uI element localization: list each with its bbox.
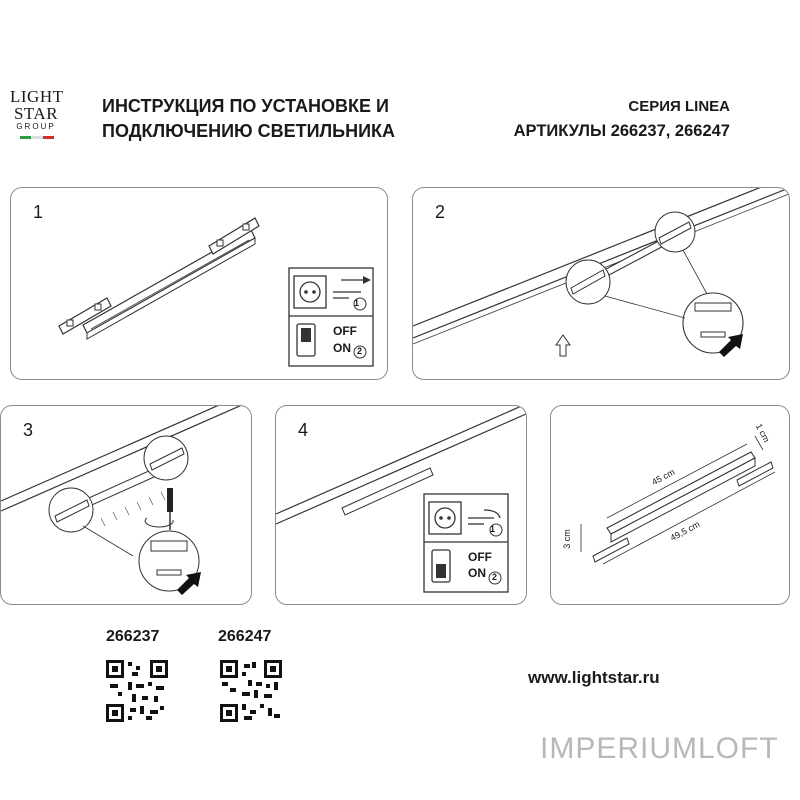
article-numbers: АРТИКУЛЫ 266237, 266247 <box>513 122 730 140</box>
website-link[interactable]: www.lightstar.ru <box>528 668 660 687</box>
off-label: OFF <box>333 324 357 338</box>
series-info <box>470 94 730 144</box>
qr-label-266247: 266247 <box>218 628 272 645</box>
on-label: ON <box>468 566 486 580</box>
off-label: OFF <box>468 550 492 564</box>
step-number: 1 <box>33 202 44 222</box>
height-label: 3 cm <box>561 529 572 549</box>
installed-fixture-illustration <box>276 406 526 604</box>
dimension-drawing <box>551 406 789 604</box>
circle-label-2: 2 <box>357 346 363 356</box>
brand-logo <box>10 88 62 132</box>
step-3-panel <box>0 405 252 605</box>
qr-label-266237: 266237 <box>106 628 160 645</box>
title-line-2: ПОДКЛЮЧЕНИЮ СВЕТИЛЬНИКА <box>102 121 396 141</box>
logo-line-2: STAR <box>13 104 59 123</box>
circle-label-1: 1 <box>354 298 360 308</box>
qr-code-icon[interactable] <box>220 660 282 722</box>
page-title <box>102 94 462 144</box>
width-label: 1 cm <box>753 422 772 444</box>
length-body-label: 45 cm <box>650 466 677 488</box>
watermark: IMPERIUMLOFT <box>540 732 779 765</box>
circle-label-2: 2 <box>492 572 498 582</box>
series-name: СЕРИЯ LINEA <box>628 98 730 115</box>
track-mounting-illustration <box>413 188 789 379</box>
circle-label-1: 1 <box>490 524 496 534</box>
dimensions-panel <box>550 405 790 605</box>
length-total-label: 49,5 cm <box>668 519 702 543</box>
step-2-panel <box>412 187 790 380</box>
power-switch-diagram <box>11 188 387 379</box>
step-4-panel <box>275 405 527 605</box>
logo-line-1: LIGHT <box>10 87 64 106</box>
step-number: 2 <box>435 202 446 222</box>
step-number: 4 <box>298 420 309 440</box>
logo-line-3: GROUP <box>16 122 56 131</box>
italian-flag-icon <box>20 136 54 139</box>
qr-code-icon[interactable] <box>106 660 168 722</box>
fixing-screw-illustration <box>1 406 251 604</box>
step-number: 3 <box>23 420 34 440</box>
on-label: ON <box>333 341 351 355</box>
step-1-panel <box>10 187 388 380</box>
title-line-1: ИНСТРУКЦИЯ ПО УСТАНОВКЕ И <box>102 96 389 116</box>
